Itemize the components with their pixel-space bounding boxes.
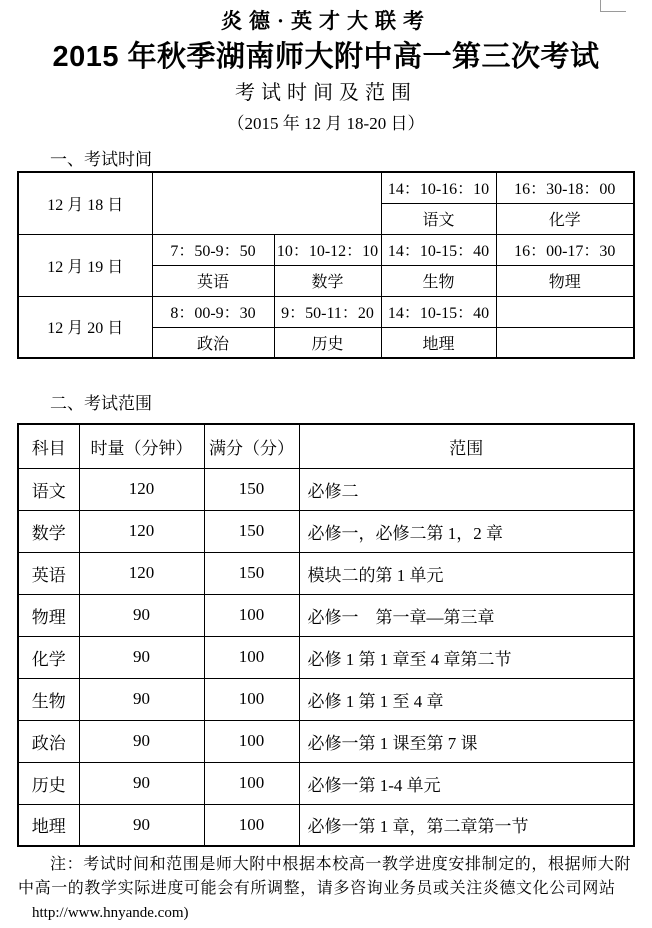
subject-cell: 数学 (274, 265, 381, 296)
table-row (18, 172, 634, 203)
scope-cell: 必修一，必修二第 1，2 章 (299, 510, 634, 552)
duration-cell: 90 (79, 594, 204, 636)
scope-cell: 必修一第 1 课至第 7 课 (299, 720, 634, 762)
scope-cell: 必修二 (299, 468, 634, 510)
table-row (18, 762, 634, 804)
time-cell: 7：50-9：50 (152, 234, 274, 265)
duration-cell: 90 (79, 720, 204, 762)
subject-cell: 语文 (381, 203, 496, 234)
scope-cell: 必修一第 1-4 单元 (299, 762, 634, 804)
table-row (18, 804, 634, 846)
subject-cell: 政治 (18, 720, 79, 762)
time-cell: 8：00-9：30 (152, 296, 274, 327)
footnote (18, 853, 636, 925)
score-cell: 150 (204, 510, 299, 552)
table-header-row (18, 424, 634, 468)
subject-cell: 生物 (18, 678, 79, 720)
table-row (18, 234, 634, 265)
subject-cell: 英语 (18, 552, 79, 594)
duration-cell: 90 (79, 804, 204, 846)
time-cell: 16：30-18：00 (496, 172, 634, 203)
date-cell: 12 月 19 日 (18, 234, 152, 296)
duration-cell: 90 (79, 762, 204, 804)
brand-title: 炎德·英才大联考 (220, 9, 431, 33)
scope-cell: 必修 1 第 1 章至 4 章第二节 (299, 636, 634, 678)
table-row (18, 468, 634, 510)
time-cell: 14：10-16：10 (381, 172, 496, 203)
text-boundary-corner-mark (600, 0, 626, 12)
time-cell: 14：10-15：40 (381, 234, 496, 265)
table-row (18, 510, 634, 552)
score-cell: 100 (204, 720, 299, 762)
time-cell (496, 296, 634, 327)
subject-cell: 英语 (152, 265, 274, 296)
date-cell: 12 月 18 日 (18, 172, 152, 234)
table-row (18, 296, 634, 327)
scope-cell: 必修一 第一章—第三章 (299, 594, 634, 636)
subject-cell: 语文 (18, 468, 79, 510)
table-row (18, 678, 634, 720)
col-header-full-score: 满分（分） (204, 424, 299, 468)
scope-cell: 必修一第 1 章，第二章第一节 (299, 804, 634, 846)
section-heading-exam-time: 一、考试时间 (50, 150, 152, 169)
score-cell: 100 (204, 636, 299, 678)
score-cell: 100 (204, 678, 299, 720)
scope-cell: 模块二的第 1 单元 (299, 552, 634, 594)
table-row (18, 636, 634, 678)
time-cell: 10：10-12：10 (274, 234, 381, 265)
subject-cell: 历史 (18, 762, 79, 804)
col-header-scope: 范围 (299, 424, 634, 468)
exam-date-range: （2015 年 12 月 18-20 日） (227, 114, 425, 133)
section-heading-exam-scope: 二、考试范围 (50, 394, 152, 413)
subject-cell: 生物 (381, 265, 496, 296)
col-header-subject: 科目 (18, 424, 79, 468)
duration-cell: 120 (79, 552, 204, 594)
score-cell: 150 (204, 552, 299, 594)
time-cell: 14：10-15：40 (381, 296, 496, 327)
table-row (18, 594, 634, 636)
score-cell: 150 (204, 468, 299, 510)
score-cell: 100 (204, 804, 299, 846)
footnote-line: 中高一的教学实际进度可能会有所调整，请多咨询业务员或关注炎德文化公司网站 (18, 880, 616, 897)
subject-cell: 化学 (496, 203, 634, 234)
footnote-url: http://www.hnyande.com) (32, 905, 189, 921)
subject-cell: 物理 (18, 594, 79, 636)
subject-cell: 地理 (18, 804, 79, 846)
footnote-line: 注：考试时间和范围是师大附中根据本校高一教学进度安排制定的，根据师大附 (50, 856, 632, 873)
page-subtitle: 考试时间及范围 (235, 82, 417, 104)
exam-scope-table (17, 423, 635, 847)
empty-cell (152, 172, 381, 234)
duration-cell: 120 (79, 468, 204, 510)
duration-cell: 90 (79, 678, 204, 720)
subject-cell: 化学 (18, 636, 79, 678)
duration-cell: 90 (79, 636, 204, 678)
subject-cell: 地理 (381, 327, 496, 358)
score-cell: 100 (204, 762, 299, 804)
subject-cell: 物理 (496, 265, 634, 296)
table-row (18, 552, 634, 594)
subject-cell: 历史 (274, 327, 381, 358)
subject-cell: 数学 (18, 510, 79, 552)
table-row (18, 720, 634, 762)
time-cell: 9：50-11：20 (274, 296, 381, 327)
score-cell: 100 (204, 594, 299, 636)
date-cell: 12 月 20 日 (18, 296, 152, 358)
exam-schedule-table (17, 171, 635, 359)
page-title: 2015 年秋季湖南师大附中高一第三次考试 (52, 41, 600, 73)
time-cell: 16：00-17：30 (496, 234, 634, 265)
col-header-duration: 时量（分钟） (79, 424, 204, 468)
scope-cell: 必修 1 第 1 至 4 章 (299, 678, 634, 720)
subject-cell: 政治 (152, 327, 274, 358)
duration-cell: 120 (79, 510, 204, 552)
subject-cell (496, 327, 634, 358)
